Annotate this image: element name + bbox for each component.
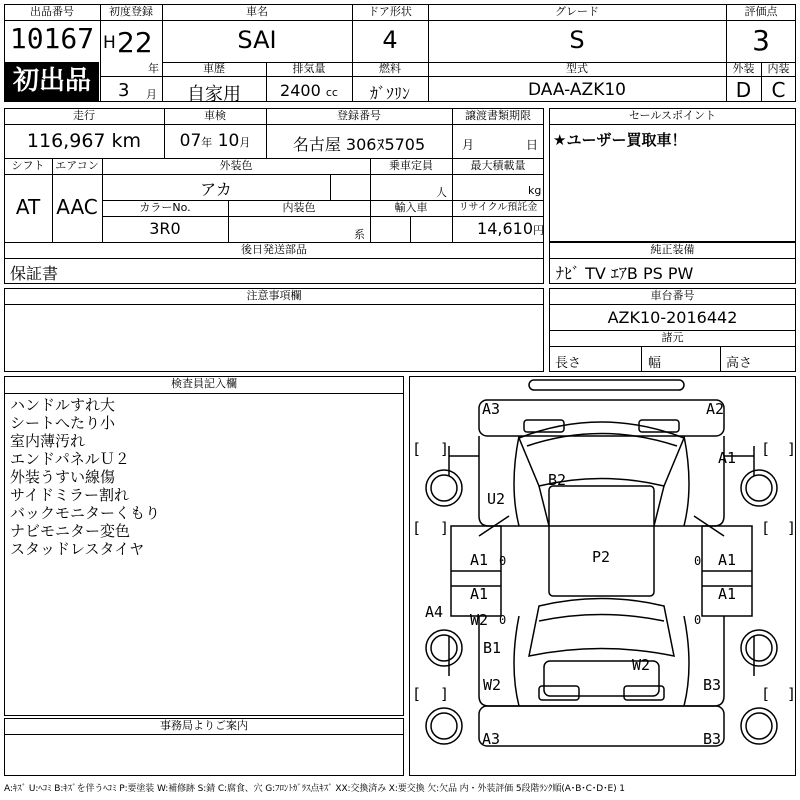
load-unit: kg <box>528 184 542 197</box>
door-type: 4 <box>382 26 398 54</box>
air-conditioner: AAC <box>56 195 98 219</box>
dims-length: 長さ <box>555 356 582 371</box>
color-number: 3R0 <box>149 219 181 238</box>
damage-code: A1 <box>470 585 489 603</box>
note-item: 室内薄汚れ <box>10 432 86 450</box>
recycle-fee: 14,610円 <box>477 219 544 238</box>
note-item: シートへたり小 <box>10 414 116 432</box>
plate-number: 名古屋 306ﾇ5705 <box>292 135 426 154</box>
reg-label: 初度登録 <box>109 5 153 18</box>
color-label: 外装色 <box>219 159 253 172</box>
reg-month: 3 <box>118 80 130 101</box>
reg-year-unit: 年 <box>148 62 159 75</box>
transfer-month-unit: 月 <box>462 138 475 152</box>
bracket-mark: ] <box>787 519 797 537</box>
damage-code: A3 <box>482 730 501 748</box>
bracket-mark: [ <box>412 519 422 537</box>
damage-code: P2 <box>592 548 611 566</box>
bracket-mark: [ <box>412 440 422 458</box>
reg-month-unit: 月 <box>146 88 157 101</box>
later-parts: 保証書 <box>10 264 59 283</box>
interior-label: 内装色 <box>282 201 316 214</box>
recycle-label: リサイクル預託金 <box>458 202 538 213</box>
shift: AT <box>15 195 41 219</box>
sales-point-label: セールスポイント <box>628 109 716 122</box>
bracket-mark: [ <box>761 685 771 703</box>
bracket-mark: ] <box>440 440 450 458</box>
inspector-label: 検査員記入欄 <box>171 377 237 390</box>
int-grade: C <box>771 78 786 102</box>
shift-label: シフト <box>11 159 45 172</box>
score: 3 <box>752 24 770 57</box>
bracket-mark: [ <box>761 440 771 458</box>
damage-code: B2 <box>548 471 567 489</box>
later-parts-label: 後日発送部品 <box>241 243 307 256</box>
damage-code: A1 <box>718 449 737 467</box>
ext-label: 外装 <box>732 62 755 75</box>
damage-code: B3 <box>703 730 722 748</box>
ext-grade: D <box>735 78 752 102</box>
grade-label: グレード <box>555 5 599 18</box>
damage-code: B1 <box>483 639 502 657</box>
lot-number: 10167 <box>9 22 95 55</box>
dims-label: 諸元 <box>661 331 684 344</box>
note-item: バックモニターくもり <box>10 504 161 522</box>
inspection-expiry: 07年 10月 <box>179 131 251 151</box>
bracket-mark: ] <box>440 519 450 537</box>
inspector-notes <box>10 396 160 558</box>
damage-code: A1 <box>470 551 489 569</box>
color-no-label: カラーNo. <box>139 201 191 214</box>
name-label: 車名 <box>246 5 268 18</box>
damage-code: A1 <box>718 585 737 603</box>
damage-code: B3 <box>703 676 722 694</box>
dims-width: 幅 <box>648 356 662 371</box>
load-label: 最大積載量 <box>470 159 526 172</box>
bracket-mark: [ <box>412 685 422 703</box>
damage-code: A3 <box>482 400 501 418</box>
equipment-label: 純正装備 <box>650 243 695 256</box>
note-item: エンドパネルＵ２ <box>10 450 130 468</box>
score-label: 評価点 <box>744 5 778 18</box>
disp-label: 排気量 <box>292 62 326 75</box>
plate-label: 登録番号 <box>337 109 381 122</box>
note-item: ハンドルすれ大 <box>10 396 116 414</box>
damage-code: A2 <box>706 400 725 418</box>
handle-mark: 0 <box>499 613 507 627</box>
history: 自家用 <box>187 84 241 105</box>
bracket-mark: ] <box>440 685 450 703</box>
bracket-mark: ] <box>787 440 797 458</box>
office-label: 事務局よりご案内 <box>160 719 248 732</box>
note-item: 外装うすい線傷 <box>10 468 116 486</box>
bracket-mark: ] <box>787 685 797 703</box>
damage-code: A4 <box>425 603 444 621</box>
damage-code: A1 <box>718 551 737 569</box>
capacity-label: 乗車定員 <box>389 159 433 172</box>
car-outline-diagram <box>409 376 796 776</box>
first-listing-badge: 初出品 <box>5 62 99 101</box>
int-label: 内装 <box>767 62 790 75</box>
bracket-mark: [ <box>761 519 771 537</box>
chassis-number: AZK10-2016442 <box>607 308 738 327</box>
sales-point: ★ユーザー買取車！ <box>553 131 687 149</box>
handle-mark: 0 <box>694 554 702 568</box>
mileage: 116,967 km <box>26 130 142 152</box>
grade: S <box>569 26 585 54</box>
fuel-label: 燃料 <box>379 62 401 75</box>
chassis-label: 車台番号 <box>650 289 695 302</box>
damage-legend: A:ｷｽﾞ U:ﾍｺﾐ B:ｷｽﾞを伴うﾍｺﾐ P:要塗装 W:補修跡 S:錆 C:腐食、穴 G:ﾌﾛﾝﾄｶﾞﾗｽ点ｷｽﾞ XX:交換済み X:要交換 欠:欠品 内・外装評価 5段階ﾗﾝｸ順(A･B･C･D･E) 1 <box>4 784 625 794</box>
dims-height: 高さ <box>726 356 753 371</box>
note-item: ナビモニター変色 <box>10 522 131 540</box>
lot-label: 出品番号 <box>30 5 74 18</box>
handle-mark: 0 <box>694 613 702 627</box>
model-label: 型式 <box>566 62 588 75</box>
car-name: SAI <box>237 26 277 54</box>
fuel: ｶﾞｿﾘﾝ <box>369 84 410 103</box>
history-label: 車歴 <box>203 62 225 75</box>
transfer-label: 譲渡書類期限 <box>465 109 531 122</box>
damage-code: U2 <box>487 490 506 508</box>
damage-code: W2 <box>483 676 502 694</box>
damage-code: W2 <box>632 656 651 674</box>
exterior-color: アカ <box>200 180 232 199</box>
damage-code: W2 <box>470 611 489 629</box>
caution-label: 注意事項欄 <box>246 289 302 302</box>
displacement: 2400 cc <box>280 81 338 100</box>
door-label: ドア形状 <box>368 5 412 18</box>
reg-year: 22 <box>117 26 153 59</box>
capacity-unit: 人 <box>436 186 447 199</box>
reg-era: H <box>103 33 116 53</box>
handle-mark: 0 <box>499 554 507 568</box>
mileage-label: 走行 <box>73 109 95 122</box>
equipment: ﾅﾋﾞ TV ｴｱB PS PW <box>556 264 694 283</box>
ac-label: エアコン <box>55 159 99 172</box>
import-label: 輸入車 <box>394 201 428 214</box>
note-item: スタッドレスタイヤ <box>10 540 145 558</box>
transfer-day-unit: 日 <box>526 138 539 152</box>
model-code: DAA-AZK10 <box>528 80 626 100</box>
note-item: サイドミラー割れ <box>10 486 129 504</box>
inspect-label: 車検 <box>204 109 226 122</box>
interior-unit: 系 <box>354 228 365 241</box>
